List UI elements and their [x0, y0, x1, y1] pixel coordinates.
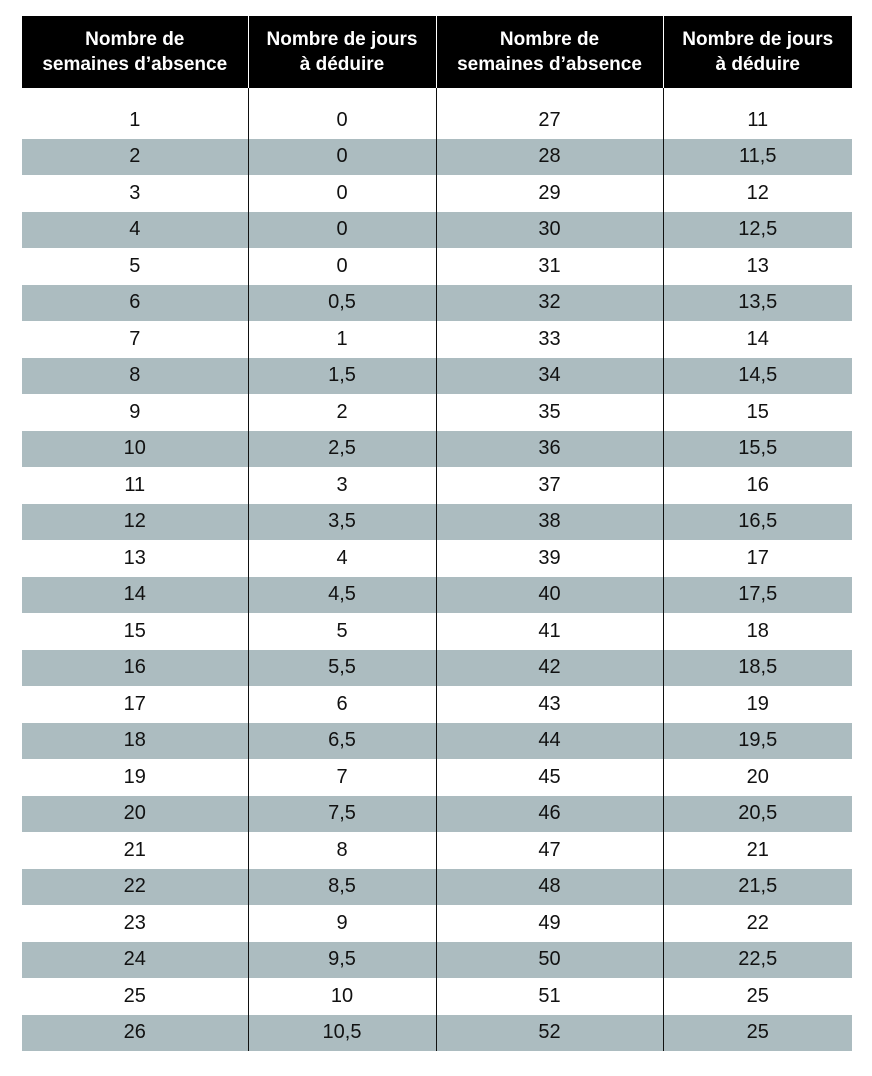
- days-deduct-cell: 10,5: [248, 1015, 436, 1052]
- weeks-absence-cell: 20: [22, 796, 248, 833]
- days-deduct-cell: 9: [248, 905, 436, 942]
- weeks-absence-cell: 3: [22, 175, 248, 212]
- days-deduct-cell: 3: [248, 467, 436, 504]
- gap-cell: [248, 88, 436, 102]
- days-deduct-cell: 0: [248, 139, 436, 176]
- days-deduct-cell: 12,5: [663, 212, 852, 249]
- days-deduct-cell: 0: [248, 175, 436, 212]
- table-row: [22, 394, 852, 431]
- days-deduct-cell: 21: [663, 832, 852, 869]
- table-row: [22, 577, 852, 614]
- table-row: [22, 212, 852, 249]
- weeks-absence-cell: 33: [436, 321, 663, 358]
- weeks-absence-cell: 6: [22, 285, 248, 322]
- weeks-absence-cell: 1: [22, 102, 248, 139]
- days-deduct-cell: 0: [248, 248, 436, 285]
- days-deduct-cell: 6: [248, 686, 436, 723]
- weeks-absence-cell: 25: [22, 978, 248, 1015]
- days-deduct-cell: 4: [248, 540, 436, 577]
- days-deduct-cell: 5,5: [248, 650, 436, 687]
- header-days-deduct-1: [248, 16, 436, 88]
- weeks-absence-cell: 8: [22, 358, 248, 395]
- weeks-absence-cell: 38: [436, 504, 663, 541]
- days-deduct-cell: 1: [248, 321, 436, 358]
- days-deduct-cell: 10: [248, 978, 436, 1015]
- weeks-absence-cell: 40: [436, 577, 663, 614]
- table-row: [22, 358, 852, 395]
- days-deduct-cell: 15: [663, 394, 852, 431]
- days-deduct-cell: 20: [663, 759, 852, 796]
- absence-deduction-table: [22, 16, 852, 1051]
- header-line: à déduire: [299, 54, 385, 75]
- days-deduct-cell: 12: [663, 175, 852, 212]
- weeks-absence-cell: 39: [436, 540, 663, 577]
- weeks-absence-cell: 21: [22, 832, 248, 869]
- header-weeks-absence-1: [22, 16, 248, 88]
- days-deduct-cell: 16: [663, 467, 852, 504]
- weeks-absence-cell: 9: [22, 394, 248, 431]
- weeks-absence-cell: 31: [436, 248, 663, 285]
- gap-cell: [436, 88, 663, 102]
- weeks-absence-cell: 46: [436, 796, 663, 833]
- days-deduct-cell: 15,5: [663, 431, 852, 468]
- table-row: [22, 796, 852, 833]
- weeks-absence-cell: 36: [436, 431, 663, 468]
- gap-cell: [22, 88, 248, 102]
- weeks-absence-cell: 29: [436, 175, 663, 212]
- table-row: [22, 686, 852, 723]
- weeks-absence-cell: 35: [436, 394, 663, 431]
- days-deduct-cell: 11,5: [663, 139, 852, 176]
- days-deduct-cell: 17,5: [663, 577, 852, 614]
- days-deduct-cell: 21,5: [663, 869, 852, 906]
- weeks-absence-cell: 27: [436, 102, 663, 139]
- days-deduct-cell: 6,5: [248, 723, 436, 760]
- days-deduct-cell: 13,5: [663, 285, 852, 322]
- days-deduct-cell: 14,5: [663, 358, 852, 395]
- days-deduct-cell: 19,5: [663, 723, 852, 760]
- weeks-absence-cell: 30: [436, 212, 663, 249]
- weeks-absence-cell: 44: [436, 723, 663, 760]
- weeks-absence-cell: 16: [22, 650, 248, 687]
- days-deduct-cell: 19: [663, 686, 852, 723]
- header-line: semaines d’absence: [42, 54, 228, 75]
- days-deduct-cell: 1,5: [248, 358, 436, 395]
- days-deduct-cell: 5: [248, 613, 436, 650]
- weeks-absence-cell: 28: [436, 139, 663, 176]
- weeks-absence-cell: 42: [436, 650, 663, 687]
- table-row: [22, 759, 852, 796]
- header-line: semaines d’absence: [457, 54, 642, 75]
- days-deduct-cell: 17: [663, 540, 852, 577]
- weeks-absence-cell: 41: [436, 613, 663, 650]
- weeks-absence-cell: 7: [22, 321, 248, 358]
- table-row: [22, 723, 852, 760]
- weeks-absence-cell: 49: [436, 905, 663, 942]
- header-line: Nombre de: [499, 29, 600, 50]
- header-row: [22, 16, 852, 88]
- weeks-absence-cell: 13: [22, 540, 248, 577]
- table-row: [22, 175, 852, 212]
- weeks-absence-cell: 37: [436, 467, 663, 504]
- table-row: [22, 650, 852, 687]
- days-deduct-cell: 25: [663, 1015, 852, 1052]
- table-row: [22, 285, 852, 322]
- weeks-absence-cell: 12: [22, 504, 248, 541]
- weeks-absence-cell: 19: [22, 759, 248, 796]
- weeks-absence-cell: 51: [436, 978, 663, 1015]
- header-line: à déduire: [715, 54, 800, 75]
- table-row: [22, 869, 852, 906]
- days-deduct-cell: 9,5: [248, 942, 436, 979]
- days-deduct-cell: 8: [248, 832, 436, 869]
- days-deduct-cell: 8,5: [248, 869, 436, 906]
- weeks-absence-cell: 32: [436, 285, 663, 322]
- header-line: Nombre de jours: [682, 29, 834, 50]
- weeks-absence-cell: 15: [22, 613, 248, 650]
- days-deduct-cell: 13: [663, 248, 852, 285]
- days-deduct-cell: 0,5: [248, 285, 436, 322]
- days-deduct-cell: 2: [248, 394, 436, 431]
- weeks-absence-cell: 34: [436, 358, 663, 395]
- weeks-absence-cell: 11: [22, 467, 248, 504]
- header-line: Nombre de: [85, 29, 185, 50]
- table-row: [22, 613, 852, 650]
- table-row: [22, 431, 852, 468]
- weeks-absence-cell: 24: [22, 942, 248, 979]
- days-deduct-cell: 7,5: [248, 796, 436, 833]
- weeks-absence-cell: 5: [22, 248, 248, 285]
- weeks-absence-cell: 50: [436, 942, 663, 979]
- table-row: [22, 978, 852, 1015]
- table-row: [22, 832, 852, 869]
- days-deduct-cell: 20,5: [663, 796, 852, 833]
- table-row: [22, 321, 852, 358]
- days-deduct-cell: 16,5: [663, 504, 852, 541]
- weeks-absence-cell: 23: [22, 905, 248, 942]
- weeks-absence-cell: 14: [22, 577, 248, 614]
- deduction-table-container: [22, 16, 852, 1051]
- weeks-absence-cell: 52: [436, 1015, 663, 1052]
- weeks-absence-cell: 17: [22, 686, 248, 723]
- table-body: [22, 88, 852, 1051]
- days-deduct-cell: 2,5: [248, 431, 436, 468]
- weeks-absence-cell: 4: [22, 212, 248, 249]
- header-days-deduct-2: [663, 16, 852, 88]
- table-row: [22, 102, 852, 139]
- table-row: [22, 467, 852, 504]
- weeks-absence-cell: 47: [436, 832, 663, 869]
- table-row: [22, 540, 852, 577]
- weeks-absence-cell: 2: [22, 139, 248, 176]
- table-row: [22, 1015, 852, 1052]
- header-weeks-absence-2: [436, 16, 663, 88]
- days-deduct-cell: 0: [248, 212, 436, 249]
- days-deduct-cell: 25: [663, 978, 852, 1015]
- days-deduct-cell: 7: [248, 759, 436, 796]
- table-header: [22, 16, 852, 88]
- weeks-absence-cell: 45: [436, 759, 663, 796]
- table-row: [22, 504, 852, 541]
- weeks-absence-cell: 10: [22, 431, 248, 468]
- weeks-absence-cell: 22: [22, 869, 248, 906]
- table-row: [22, 248, 852, 285]
- table-row: [22, 139, 852, 176]
- table-row: [22, 942, 852, 979]
- table-row: [22, 905, 852, 942]
- days-deduct-cell: 14: [663, 321, 852, 358]
- gap-cell: [663, 88, 852, 102]
- days-deduct-cell: 11: [663, 102, 852, 139]
- weeks-absence-cell: 18: [22, 723, 248, 760]
- header-gap-row: [22, 88, 852, 102]
- weeks-absence-cell: 48: [436, 869, 663, 906]
- weeks-absence-cell: 26: [22, 1015, 248, 1052]
- days-deduct-cell: 3,5: [248, 504, 436, 541]
- days-deduct-cell: 4,5: [248, 577, 436, 614]
- days-deduct-cell: 22: [663, 905, 852, 942]
- days-deduct-cell: 18: [663, 613, 852, 650]
- days-deduct-cell: 18,5: [663, 650, 852, 687]
- header-line: Nombre de jours: [266, 29, 418, 50]
- weeks-absence-cell: 43: [436, 686, 663, 723]
- days-deduct-cell: 22,5: [663, 942, 852, 979]
- days-deduct-cell: 0: [248, 102, 436, 139]
